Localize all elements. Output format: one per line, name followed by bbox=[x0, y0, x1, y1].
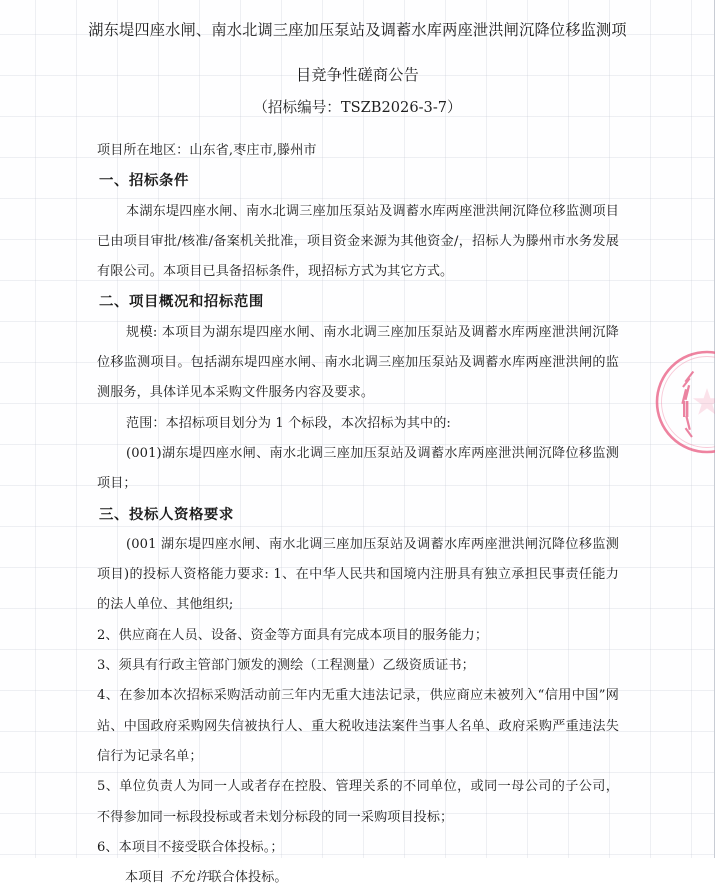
section-3-closing-statement bbox=[97, 863, 619, 893]
section-2-paragraph-lot-001: (001)湖东堤四座水闸、南水北调三座加压泵站及调蓄水库两座泄洪闸沉降位移监测项目； bbox=[97, 439, 619, 500]
section-3-paragraph-qualification-1: (001 湖东堤四座水闸、南水北调三座加压泵站及调蓄水库两座泄洪闸沉降位移监测项目)的投标人资格能力要求: 1、在中华人民共和国境内注册具有独立承担民事责任能力的法人单位、其他组织; bbox=[97, 530, 619, 621]
section-3-requirement-2: 2、供应商在人员、设备、资金等方面具有完成本项目的服务能力； bbox=[97, 621, 619, 651]
section-heading-1: 一、招标条件 bbox=[97, 166, 619, 196]
section-1-paragraph-1: 本湖东堤四座水闸、南水北调三座加压泵站及调蓄水库两座泄洪闸沉降位移监测项目已由项目审批/核准/备案机关批准，项目资金来源为其他资金/，招标人为滕州市水务发展有限公司。本项目已具备招标条件，现招标方式为其它方式。 bbox=[97, 197, 619, 288]
closing-prefix: 本项目 bbox=[125, 870, 169, 885]
section-2-paragraph-scale: 规模: 本项目为湖东堤四座水闸、南水北调三座加压泵站及调蓄水库两座泄洪闸沉降位移监测项目。包括湖东堤四座水闸、南水北调三座加压泵站及调蓄水库两座泄洪闸的监测服务，具体详见本采购文件服务内容及要求。 bbox=[97, 318, 619, 409]
document-title-line-1: 湖东堤四座水闸、南水北调三座加压泵站及调蓄水库两座泄洪闸沉降位移监测项 bbox=[88, 0, 628, 45]
section-3-requirement-4: 4、在参加本次招标采购活动前三年内无重大违法记录，供应商应未被列入“信用中国”网站、中国政府采购网失信被执行人、重大税收违法案件当事人名单、政府采购严重违法失信行为记录名单； bbox=[97, 681, 619, 772]
section-3-requirement-3: 3、须具有行政主管部门颁发的测绘（工程测量）乙级资质证书； bbox=[97, 651, 619, 681]
section-heading-2: 二、项目概况和招标范围 bbox=[97, 287, 619, 317]
document-body bbox=[97, 136, 619, 893]
section-3-requirement-5: 5、单位负责人为同一人或者存在控股、管理关系的不同单位，或同一母公司的子公司，不得参加同一标段投标或者未划分标段的同一采购项目投标； bbox=[97, 772, 619, 833]
closing-suffix: 联合体投标。 bbox=[208, 870, 287, 885]
closing-emphasis: 不允许 bbox=[169, 870, 209, 885]
document-title-line-2: 目竞争性磋商公告 bbox=[88, 45, 628, 90]
project-location-line: 项目所在地区：山东省,枣庄市,滕州市 bbox=[97, 136, 619, 166]
bid-number: （招标编号：TSZB2026-3-7） bbox=[88, 90, 628, 123]
section-3-requirement-6: 6、本项目不接受联合体投标。； bbox=[97, 833, 619, 863]
section-2-paragraph-scope: 范围：本招标项目划分为 1 个标段，本次招标为其中的: bbox=[97, 409, 619, 439]
section-heading-3: 三、投标人资格要求 bbox=[97, 500, 619, 530]
